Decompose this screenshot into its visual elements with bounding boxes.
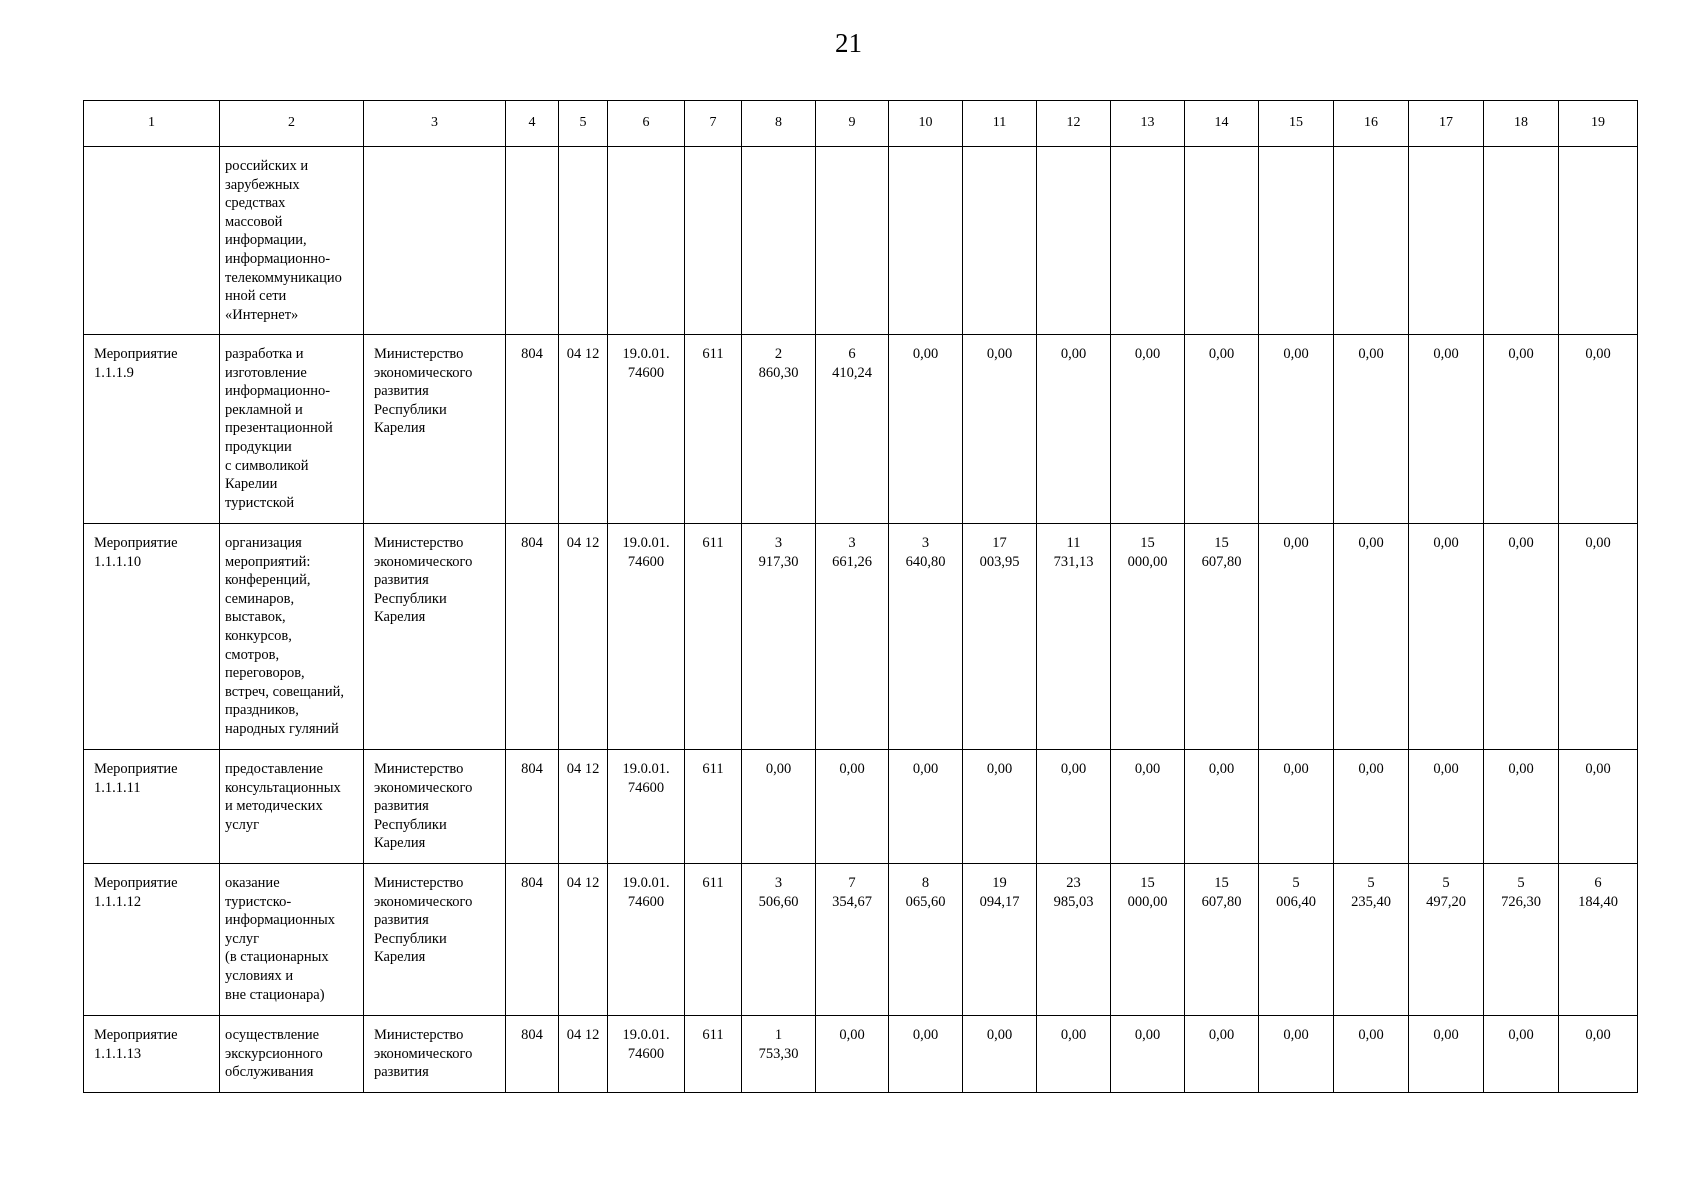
value-cell: 0,00 [1559,524,1638,750]
value-cell: 6 184,40 [1559,864,1638,1016]
value-cell: 5 726,30 [1484,864,1559,1016]
column-header: 14 [1185,101,1259,147]
value-cell: 15 000,00 [1111,864,1185,1016]
column-header: 15 [1259,101,1334,147]
value-cell: 0,00 [1409,524,1484,750]
value-cell: 0,00 [1037,1016,1111,1093]
value-cell: 0,00 [963,750,1037,864]
column-header: 1 [84,101,220,147]
value-cell: 19 094,17 [963,864,1037,1016]
value-cell: 0,00 [889,750,963,864]
value-cell: 0,00 [1259,335,1334,524]
code-cell [506,147,559,335]
value-cell: 0,00 [1259,524,1334,750]
activity-cell: Мероприятие 1.1.1.12 [84,864,220,1016]
value-cell: 3 917,30 [742,524,816,750]
value-cell: 0,00 [1185,750,1259,864]
column-header: 2 [220,101,364,147]
executor-cell: Министерство экономического развития Республики Карелия [364,864,506,1016]
column-header: 7 [685,101,742,147]
section-cell [559,147,608,335]
value-cell: 0,00 [1409,750,1484,864]
table-row [84,147,1638,335]
value-cell: 5 006,40 [1259,864,1334,1016]
code-cell: 804 [506,864,559,1016]
column-header: 3 [364,101,506,147]
value-cell: 17 003,95 [963,524,1037,750]
executor-cell: Министерство экономического развития Республики Карелия [364,750,506,864]
description-cell: осуществление экскурсионного обслуживания [220,1016,364,1093]
activity-cell: Мероприятие 1.1.1.9 [84,335,220,524]
value-cell: 0,00 [1185,335,1259,524]
value-cell [1185,147,1259,335]
value-cell: 0,00 [1484,750,1559,864]
expense-type-cell: 611 [685,335,742,524]
value-cell: 0,00 [1559,1016,1638,1093]
table-row [84,750,1638,864]
column-header: 4 [506,101,559,147]
value-cell: 11 731,13 [1037,524,1111,750]
code-cell: 804 [506,1016,559,1093]
value-cell: 2 860,30 [742,335,816,524]
table-row [84,524,1638,750]
column-header: 17 [1409,101,1484,147]
value-cell: 0,00 [1259,1016,1334,1093]
value-cell: 0,00 [1484,1016,1559,1093]
description-cell: оказание туристско- информационных услуг (в стационарных условиях и вне стационара) [220,864,364,1016]
activity-cell: Мероприятие 1.1.1.13 [84,1016,220,1093]
value-cell [816,147,889,335]
section-cell: 04 12 [559,1016,608,1093]
value-cell: 5 235,40 [1334,864,1409,1016]
value-cell: 0,00 [1559,335,1638,524]
value-cell: 0,00 [1185,1016,1259,1093]
value-cell: 0,00 [1559,750,1638,864]
value-cell: 3 640,80 [889,524,963,750]
description-cell: организация мероприятий: конференций, семинаров, выставок, конкурсов, смотров, переговоров, встреч, совещаний, праздников, народных гуляний [220,524,364,750]
header-row [84,101,1638,147]
value-cell: 0,00 [1334,524,1409,750]
value-cell: 23 985,03 [1037,864,1111,1016]
value-cell: 0,00 [742,750,816,864]
value-cell: 0,00 [889,335,963,524]
activity-cell [84,147,220,335]
value-cell [1559,147,1638,335]
executor-cell: Министерство экономического развития Республики Карелия [364,524,506,750]
target-article-cell [608,147,685,335]
executor-cell: Министерство экономического развития [364,1016,506,1093]
value-cell: 0,00 [1484,524,1559,750]
value-cell [1037,147,1111,335]
section-cell: 04 12 [559,750,608,864]
value-cell [1111,147,1185,335]
value-cell: 0,00 [1334,1016,1409,1093]
value-cell [889,147,963,335]
column-header: 10 [889,101,963,147]
column-header: 19 [1559,101,1638,147]
value-cell [1409,147,1484,335]
column-header: 8 [742,101,816,147]
column-header: 5 [559,101,608,147]
column-header: 9 [816,101,889,147]
column-header: 16 [1334,101,1409,147]
value-cell [742,147,816,335]
table-row [84,1016,1638,1093]
executor-cell [364,147,506,335]
page-number: 21 [835,28,862,58]
value-cell: 3 661,26 [816,524,889,750]
value-cell: 7 354,67 [816,864,889,1016]
column-header: 12 [1037,101,1111,147]
value-cell: 15 607,80 [1185,524,1259,750]
value-cell: 0,00 [1037,750,1111,864]
value-cell: 0,00 [963,335,1037,524]
section-cell: 04 12 [559,524,608,750]
value-cell: 0,00 [1484,335,1559,524]
expense-type-cell: 611 [685,1016,742,1093]
expense-type-cell [685,147,742,335]
target-article-cell: 19.0.01. 74600 [608,524,685,750]
value-cell: 0,00 [1334,335,1409,524]
value-cell [1259,147,1334,335]
value-cell: 15 000,00 [1111,524,1185,750]
target-article-cell: 19.0.01. 74600 [608,335,685,524]
value-cell: 0,00 [963,1016,1037,1093]
value-cell: 1 753,30 [742,1016,816,1093]
value-cell: 0,00 [1037,335,1111,524]
section-cell: 04 12 [559,335,608,524]
column-header: 11 [963,101,1037,147]
value-cell: 0,00 [1111,750,1185,864]
value-cell: 0,00 [1409,335,1484,524]
executor-cell: Министерство экономического развития Республики Карелия [364,335,506,524]
value-cell: 0,00 [1409,1016,1484,1093]
value-cell: 15 607,80 [1185,864,1259,1016]
value-cell: 0,00 [1334,750,1409,864]
table-row [84,335,1638,524]
description-cell: разработка и изготовление информационно- рекламной и презентационной продукции с символикой Карелии туристской [220,335,364,524]
target-article-cell: 19.0.01. 74600 [608,1016,685,1093]
value-cell: 0,00 [1111,335,1185,524]
code-cell: 804 [506,524,559,750]
value-cell: 0,00 [816,750,889,864]
value-cell [1334,147,1409,335]
expense-type-cell: 611 [685,750,742,864]
target-article-cell: 19.0.01. 74600 [608,864,685,1016]
section-cell: 04 12 [559,864,608,1016]
budget-table [83,100,1638,1093]
expense-type-cell: 611 [685,864,742,1016]
description-cell: предоставление консультационных и методических услуг [220,750,364,864]
code-cell: 804 [506,750,559,864]
target-article-cell: 19.0.01. 74600 [608,750,685,864]
expense-type-cell: 611 [685,524,742,750]
description-cell: российских и зарубежных средствах массовой информации, информационно- телекоммуникацио нной сети «Интернет» [220,147,364,335]
value-cell: 0,00 [816,1016,889,1093]
value-cell: 8 065,60 [889,864,963,1016]
activity-cell: Мероприятие 1.1.1.10 [84,524,220,750]
value-cell: 6 410,24 [816,335,889,524]
table-row [84,864,1638,1016]
column-header: 18 [1484,101,1559,147]
value-cell: 0,00 [1259,750,1334,864]
value-cell [1484,147,1559,335]
value-cell: 3 506,60 [742,864,816,1016]
value-cell: 5 497,20 [1409,864,1484,1016]
activity-cell: Мероприятие 1.1.1.11 [84,750,220,864]
code-cell: 804 [506,335,559,524]
value-cell: 0,00 [889,1016,963,1093]
column-header: 6 [608,101,685,147]
value-cell: 0,00 [1111,1016,1185,1093]
value-cell [963,147,1037,335]
column-header: 13 [1111,101,1185,147]
